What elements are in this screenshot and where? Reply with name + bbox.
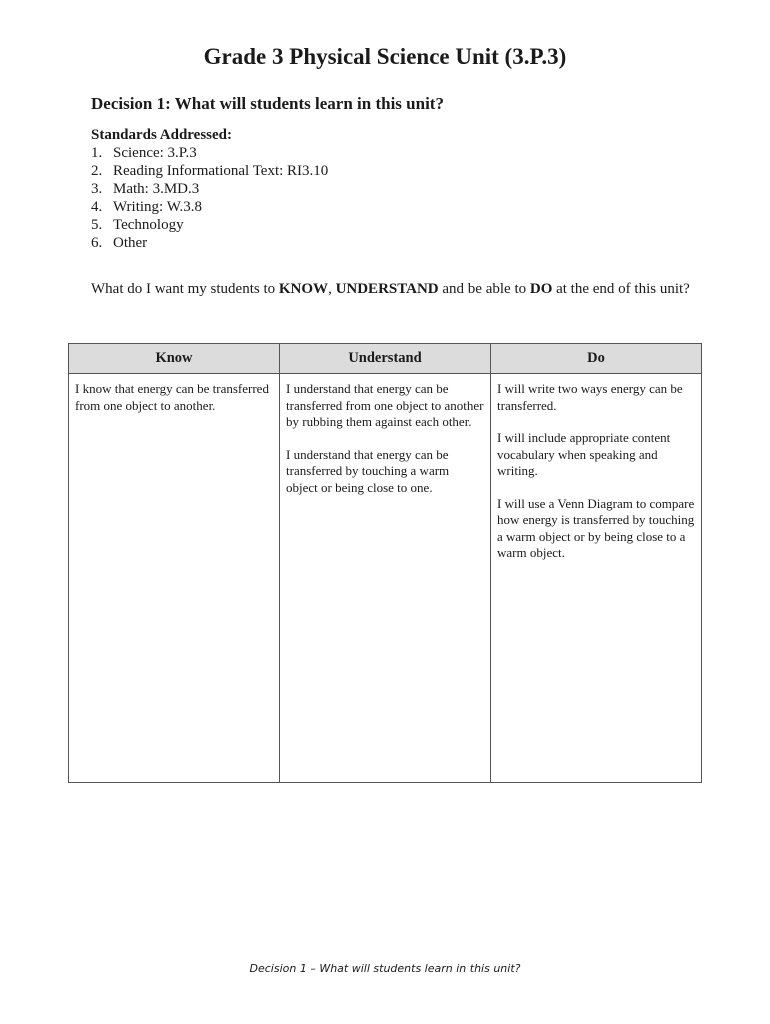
know-understand-do-table	[68, 343, 702, 783]
decision-heading: Decision 1: What will students learn in this unit?	[91, 94, 444, 113]
learning-goals-question	[91, 280, 691, 298]
question-text: at the end of this unit?	[552, 281, 690, 297]
question-know: KNOW	[278, 281, 329, 297]
list-item-number: 4.	[91, 199, 103, 215]
do-statement: I will write two ways energy can be transferred.	[497, 381, 683, 413]
standards-heading: Standards Addressed:	[91, 127, 233, 143]
table-header-row	[69, 344, 702, 374]
question-do: DO	[529, 281, 553, 297]
column-header-know: Know	[69, 344, 280, 374]
list-item-text: Reading Informational Text: RI3.10	[113, 163, 329, 179]
question-understand: UNDERSTAND	[335, 281, 439, 297]
list-item-number: 5.	[91, 217, 103, 233]
list-item	[91, 198, 328, 216]
understand-cell	[280, 374, 491, 783]
table-row	[69, 374, 702, 783]
page-title: Grade 3 Physical Science Unit (3.P.3)	[203, 44, 567, 69]
page-footer: Decision 1 – What will students learn in this unit?	[249, 962, 521, 975]
list-item-text: Math: 3.MD.3	[113, 181, 200, 197]
column-header-do: Do	[491, 344, 702, 374]
column-header-understand: Understand	[280, 344, 491, 374]
list-item	[91, 144, 328, 162]
list-item-text: Technology	[113, 217, 184, 233]
list-item	[91, 162, 328, 180]
do-statement: I will include appropriate content vocabulary when speaking and writing.	[497, 430, 671, 478]
list-item-number: 1.	[91, 145, 103, 161]
list-item-text: Writing: W.3.8	[113, 199, 202, 215]
do-cell	[491, 374, 702, 783]
do-statement: I will use a Venn Diagram to compare how energy is transferred by touching a warm object or by being close to a warm object.	[497, 495, 695, 560]
standards-list	[91, 144, 328, 252]
know-cell	[69, 374, 280, 783]
list-item-number: 6.	[91, 235, 103, 251]
list-item-number: 3.	[91, 181, 103, 197]
know-statement: I know that energy can be transferred from one object to another.	[75, 381, 269, 413]
list-item-text: Science: 3.P.3	[113, 145, 197, 161]
standards-section	[91, 126, 328, 252]
list-item	[91, 180, 328, 198]
list-item-text: Other	[113, 235, 148, 251]
list-item	[91, 216, 328, 234]
understand-statement: I understand that energy can be transferred by touching a warm object or being close to one.	[286, 446, 450, 495]
list-item	[91, 234, 328, 252]
question-text: and be able to	[438, 281, 530, 297]
question-text: What do I want my students to	[91, 281, 279, 297]
question-text: ,	[328, 281, 336, 297]
understand-statement: I understand that energy can be transferred from one object to another by rubbing them against each other.	[286, 381, 484, 429]
list-item-number: 2.	[91, 163, 103, 179]
